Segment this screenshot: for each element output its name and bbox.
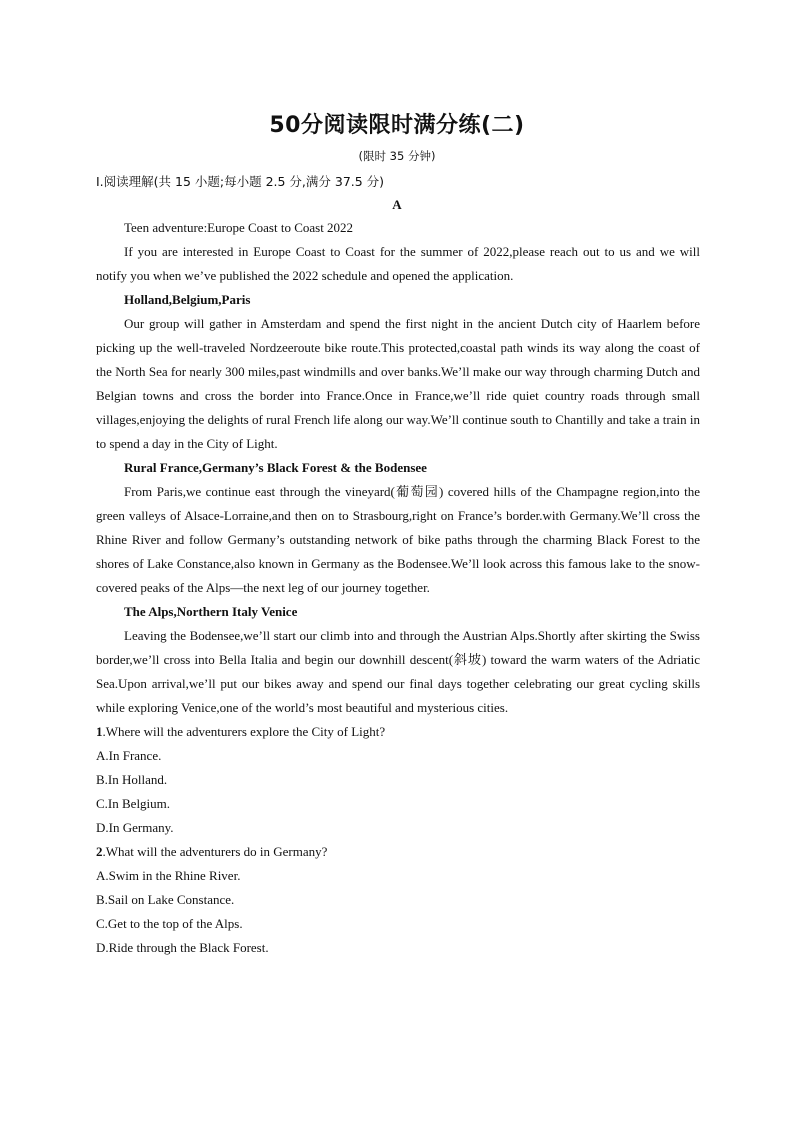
section-2-text: From Paris,we continue east through the vineyard(葡萄园) covered hills of the Champagne region,into the green valleys of Alsace-Lorraine,and then on to Strasbourg,right on France’s border.with Germany.We’ll cross the Rhine River and follow Germany’s outstanding network of bike paths through the charming Black Forest to the shores of Lake Constance,also known in Germany as the Bodensee.We’ll look across this famous lake to the snow-covered peaks of the Alps—the next leg of our journey together. bbox=[96, 484, 700, 595]
question-number: 2 bbox=[96, 844, 103, 859]
option: D.In Germany. bbox=[96, 820, 174, 835]
question-stem: .Where will the adventurers explore the City of Light? bbox=[102, 724, 386, 739]
option: A.In France. bbox=[96, 748, 162, 763]
question-stem: .What will the adventurers do in Germany? bbox=[102, 844, 328, 859]
passage-body bbox=[96, 216, 700, 960]
passage-intro: If you are interested in Europe Coast to Coast for the summer of 2022,please reach out to us and we will notify you when we’ve published the 2022 schedule and opened the application. bbox=[96, 244, 700, 283]
section-1-text: Our group will gather in Amsterdam and spend the first night in the ancient Dutch city of Haarlem before picking up the well-traveled Nordzeeroute bike route.This protected,coastal path winds its way along the coast of the North Sea for nearly 300 miles,past windmills and over banks.We’ll make our way through charming Dutch and Belgian towns and cross the border into France.Once in France,we’ll ride quiet country roads through small villages,enjoying the delights of rural French life along our way.We’ll continue south to Chantilly and take a train in to spend a day in the City of Light. bbox=[96, 316, 700, 451]
option: D.Ride through the Black Forest. bbox=[96, 940, 269, 955]
option: C.In Belgium. bbox=[96, 796, 171, 811]
document-title: 50分阅读限时满分练(二) bbox=[269, 113, 525, 138]
option: A.Swim in the Rhine River. bbox=[96, 868, 241, 883]
section-2-heading: Rural France,Germany’s Black Forest & the Bodensee bbox=[124, 460, 427, 475]
section-1-heading: Holland,Belgium,Paris bbox=[124, 292, 251, 307]
option: B.Sail on Lake Constance. bbox=[96, 892, 235, 907]
option: C.Get to the top of the Alps. bbox=[96, 916, 243, 931]
time-limit: (限时 35 分钟) bbox=[358, 149, 436, 163]
passage-letter: A bbox=[392, 197, 402, 212]
question-2 bbox=[96, 840, 700, 864]
option: B.In Holland. bbox=[96, 772, 168, 787]
section-heading: Ⅰ.阅读理解(共 15 小题;每小题 2.5 分,满分 37.5 分) bbox=[96, 174, 385, 189]
question-1 bbox=[96, 720, 700, 744]
passage-heading: Teen adventure:Europe Coast to Coast 2022 bbox=[124, 220, 354, 235]
question-number: 1 bbox=[96, 724, 103, 739]
section-3-text: Leaving the Bodensee,we’ll start our climb into and through the Austrian Alps.Shortly after skirting the Swiss border,we’ll cross into Bella Italia and begin our downhill descent(斜坡) toward the warm waters of the Adriatic Sea.Upon arrival,we’ll put our bikes away and spend our final days together celebrating our great cycling skills while exploring Venice,one of the world’s most beautiful and mysterious cities. bbox=[96, 628, 700, 715]
section-3-heading: The Alps,Northern Italy Venice bbox=[124, 604, 298, 619]
